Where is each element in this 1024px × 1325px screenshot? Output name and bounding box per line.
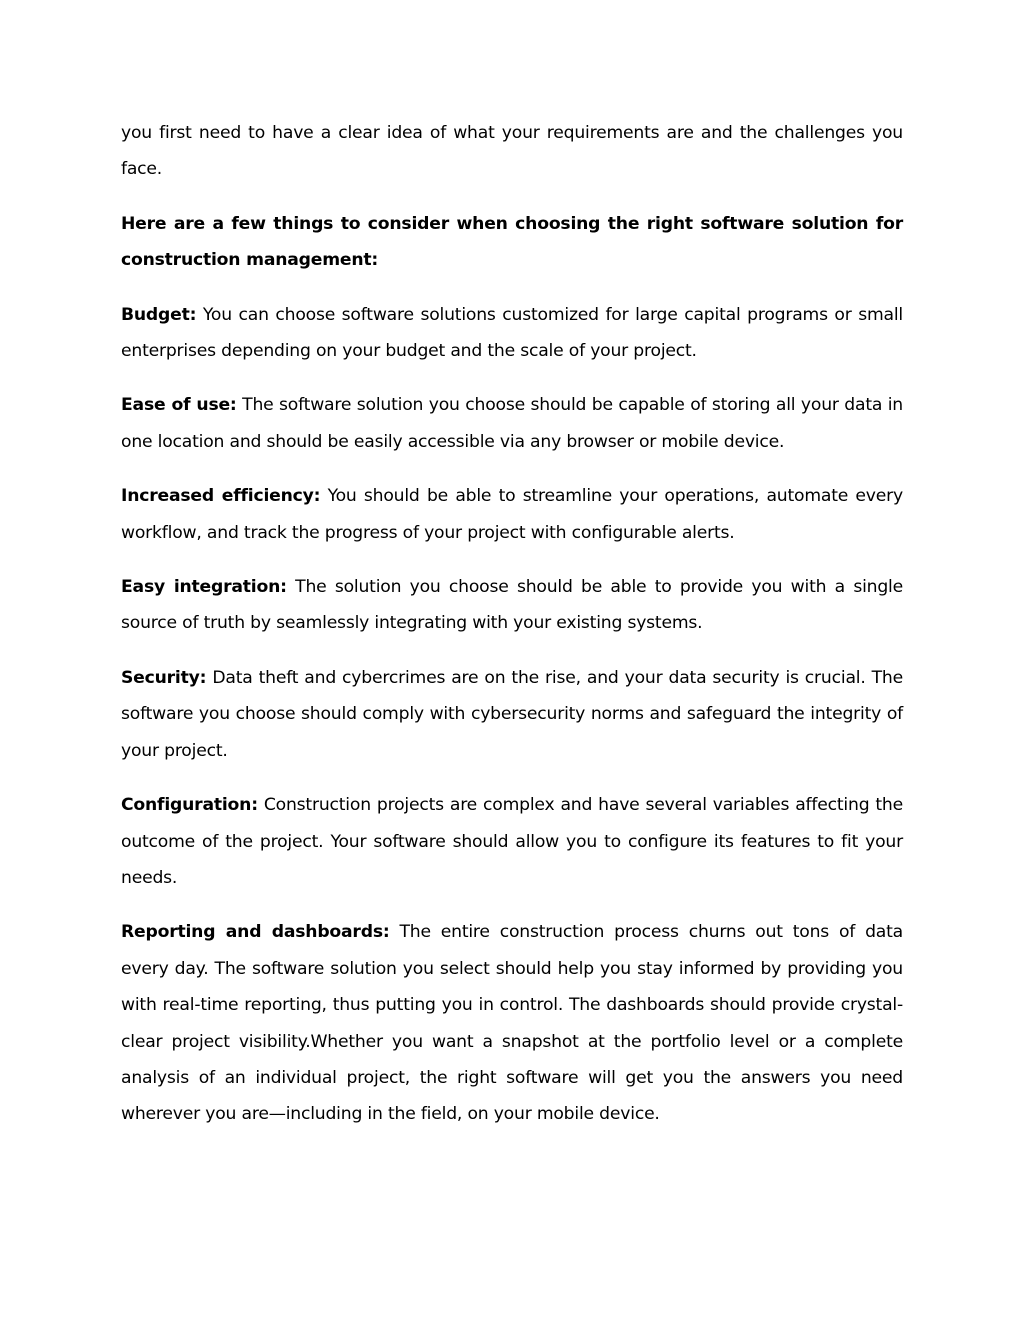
budget-text: You can choose software solutions customized for large capital programs or small enterprises depending on your budget and the scale of your project.	[121, 304, 903, 362]
reporting-paragraph	[121, 914, 903, 1132]
security-term: Security:	[121, 667, 207, 688]
ease-of-use-text: The software solution you choose should be capable of storing all your data in one location and should be easily accessible via any browser or mobile device.	[121, 395, 903, 452]
reporting-text: The entire construction process churns out tons of data every day. The software solution you select should help you stay informed by providing you with real-time reporting, thus putting you in control. The dashboards should provide crystal-clear project visibility.Whether you want a snapshot at the portfolio level or a complete analysis of an individual project, the right software will get you the answers you need wherever you are—including in the field, on your mobile device.	[121, 922, 903, 1125]
reporting-term: Reporting and dashboards:	[121, 922, 390, 943]
easy-integration-text: The solution you choose should be able to provide you with a single source of truth by seamlessly integrating with your existing systems.	[121, 577, 903, 634]
increased-efficiency-term: Increased efficiency:	[121, 486, 321, 507]
lead-paragraph: Here are a few things to consider when choosing the right software solution for construction management:	[121, 213, 903, 271]
increased-efficiency-text: You should be able to streamline your operations, automate every workflow, and track the progress of your project with configurable alerts.	[121, 486, 903, 543]
budget-term: Budget:	[121, 304, 197, 325]
document-page	[121, 115, 903, 1151]
easy-integration-paragraph	[121, 569, 903, 642]
ease-of-use-paragraph	[121, 387, 903, 460]
easy-integration-term: Easy integration:	[121, 577, 287, 598]
intro-paragraph: you first need to have a clear idea of what your requirements are and the challenges you face.	[121, 123, 903, 180]
increased-efficiency-paragraph	[121, 478, 903, 551]
security-paragraph	[121, 660, 903, 769]
security-text: Data theft and cybercrimes are on the rise, and your data security is crucial. The software you choose should comply with cybersecurity norms and safeguard the integrity of your project.	[121, 667, 903, 761]
configuration-paragraph	[121, 787, 903, 896]
ease-of-use-term: Ease of use:	[121, 395, 237, 416]
budget-paragraph	[121, 297, 903, 370]
configuration-text: Construction projects are complex and have several variables affecting the outcome of the project. Your software should allow you to configure its features to fit your needs.	[121, 795, 903, 888]
configuration-term: Configuration:	[121, 795, 258, 816]
